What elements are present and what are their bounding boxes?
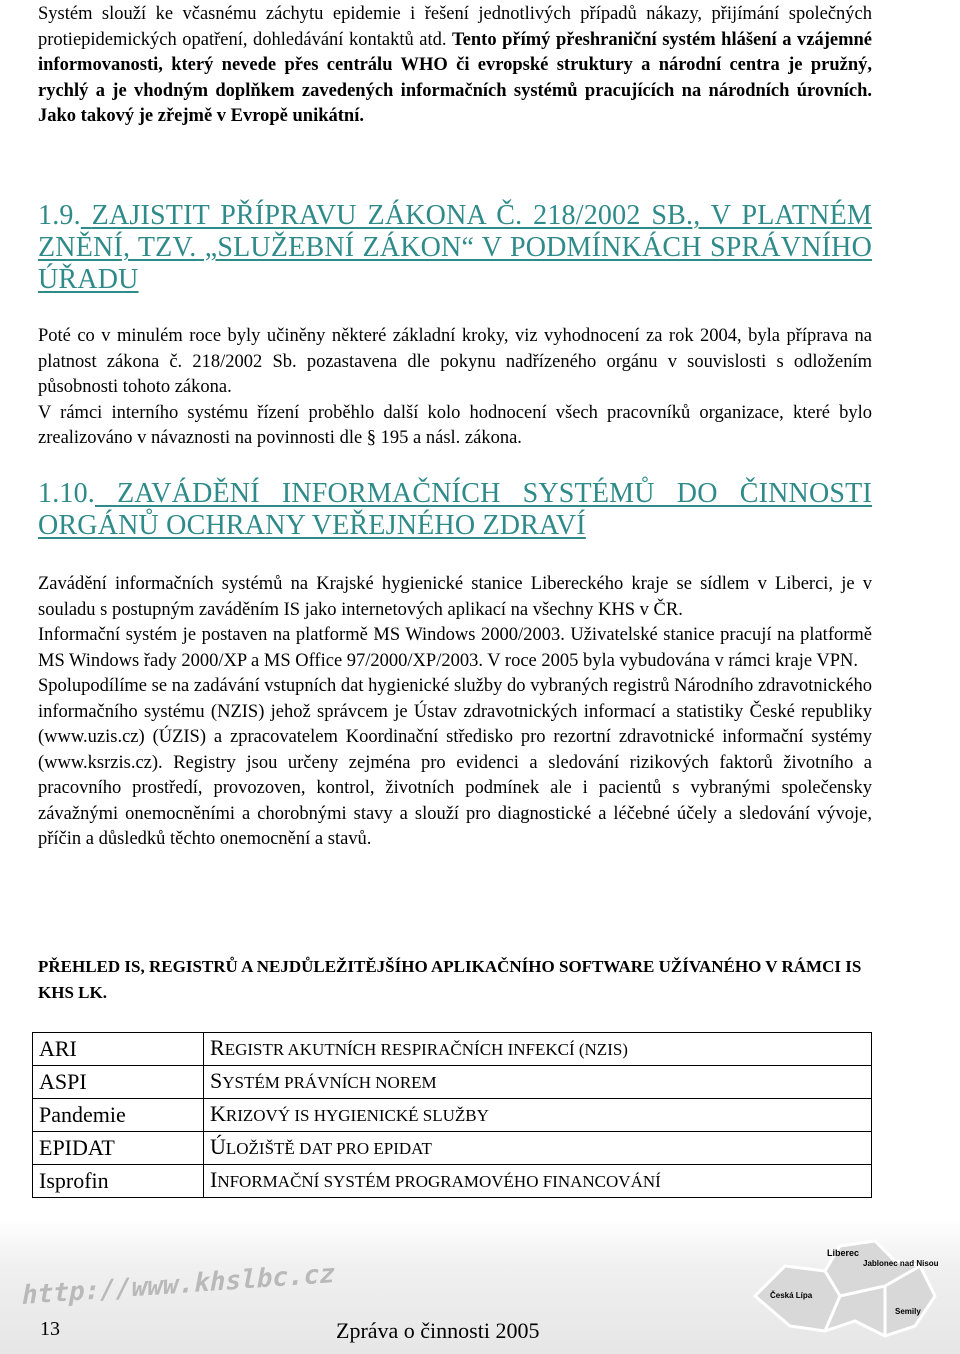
map-label-2: Česká Lípa	[770, 1291, 813, 1300]
section-1-9-paragraph-2: V rámci interního systému řízení proběhlo další kolo hodnocení všech pracovníků organizace, které bylo zrealizováno v návaznosti na povinnosti dle § 195 a násl. zákona.	[38, 402, 872, 448]
systems-table	[32, 1032, 872, 1198]
intro-lead-text: Systém slouží ke včasnému záchytu epidemie i řešení jednotlivých případů nákazy, přijímání společných protiepidemických opatření, dohledávání kontaktů atd.	[38, 4, 872, 50]
footer-url: http://www.khslbc.cz	[22, 1259, 336, 1311]
section-1-10-paragraph-1: Zavádění informačních systémů na Krajské hygienické stanice Libereckého kraje se sídlem v Liberci, je v souladu s postupným zaváděním IS jako internetových aplikací na všechny KHS v ČR.	[38, 574, 872, 620]
table-row	[33, 1066, 872, 1099]
system-name: ÚLOŽIŠTĚ DAT PRO EPIDAT	[204, 1132, 872, 1165]
table-row	[33, 1033, 872, 1066]
map-label-0: Liberec	[827, 1248, 860, 1258]
section-1-10-paragraph-2: Informační systém je postaven na platformě MS Windows 2000/2003. Uživatelské stanice pracují na platformě MS Windows řady 2000/XP a MS Office 97/2000/XP/2003. V roce 2005 byla vybudována v rámci kraje VPN.	[38, 625, 872, 671]
system-abbreviation: ARI	[33, 1033, 204, 1066]
table-row	[33, 1165, 872, 1198]
section-1-10-number: 1.10.	[38, 478, 95, 509]
map-label-1: Jablonec nad Nisou	[863, 1259, 939, 1268]
system-name: INFORMAČNÍ SYSTÉM PROGRAMOVÉHO FINANCOVÁNÍ	[204, 1165, 872, 1198]
intro-paragraph	[38, 2, 872, 130]
systems-overview-heading	[38, 954, 872, 1006]
page-number: 13	[40, 1318, 60, 1340]
system-abbreviation: Isprofin	[33, 1165, 204, 1198]
section-1-9-title: ZAJISTIT PŘÍPRAVU ZÁKONA Č. 218/2002 SB., V PLATNÉM ZNĚNÍ, TZV. „SLUŽEBNÍ ZÁKON“ V PODMÍNKÁCH SPRÁVNÍHO ÚŘADU	[38, 200, 872, 295]
section-1-9-body	[38, 324, 872, 452]
section-1-9-number: 1.9.	[38, 200, 81, 231]
section-1-10-heading	[38, 478, 872, 542]
liberec-region-map-icon	[745, 1226, 955, 1346]
system-abbreviation: EPIDAT	[33, 1132, 204, 1165]
section-1-9-heading	[38, 200, 872, 296]
system-name: KRIZOVÝ IS HYGIENICKÉ SLUŽBY	[204, 1099, 872, 1132]
system-name: REGISTR AKUTNÍCH RESPIRAČNÍCH INFEKCÍ (NZIS)	[204, 1033, 872, 1066]
section-1-10-body	[38, 572, 872, 853]
section-1-9-paragraph-1: Poté co v minulém roce byly učiněny některé základní kroky, viz vyhodnocení za rok 2004, byla příprava na platnost zákona č. 218/2002 Sb. pozastavena dle pokynu nadřízeného orgánu v souvislosti s odložením působnosti tohoto zákona.	[38, 326, 872, 397]
footer-title: Zpráva o činnosti 2005	[336, 1318, 540, 1343]
section-1-10-title: ZAVÁDĚNÍ INFORMAČNÍCH SYSTÉMŮ DO ČINNOSTI ORGÁNŮ OCHRANY VEŘEJNÉHO ZDRAVÍ	[38, 478, 872, 541]
map-label-3: Semily	[895, 1307, 921, 1316]
overview-heading-text: PŘEHLED IS, REGISTRŮ A NEJDŮLEŽITĚJŠÍHO APLIKAČNÍHO SOFTWARE UŽÍVANÉHO V RÁMCI IS KHS LK.	[38, 957, 862, 1002]
page-footer	[0, 1218, 960, 1354]
intro-bold-text: Tento přímý přeshraniční systém hlášení a vzájemné informovanosti, který nevede přes centrálu WHO či evropské struktury a národní centra je pružný, rychlý a je vhodným doplňkem zavedených informačních systémů pracujících na národních úrovních. Jako takový je zřejmě v Evropě unikátní.	[38, 29, 873, 126]
system-abbreviation: ASPI	[33, 1066, 204, 1099]
table-row	[33, 1099, 872, 1132]
table-row	[33, 1132, 872, 1165]
system-abbreviation: Pandemie	[33, 1099, 204, 1132]
system-name: SYSTÉM PRÁVNÍCH NOREM	[204, 1066, 872, 1099]
section-1-10-paragraph-3: Spolupodílíme se na zadávání vstupních dat hygienické služby do vybraných registrů Národního zdravotnického informačního systému (NZIS) jehož správcem je Ústav zdravotnických informací a statistiky České republiky (www.uzis.cz) (ÚZIS) a zpracovatelem Koordinační středisko pro rezortní zdravotnické informační systémy (www.ksrzis.cz). Registry jsou určeny zejména pro evidenci a sledování rizikových faktorů životního a pracovního prostředí, provozoven, kontrol, životních podmínek ale i pacientů s vybranými společensky závažnými onemocněními a chorobnými stavy a slouží pro diagnostické a léčebné účely a sledování vývoje, příčin a důsledků těchto onemocnění a stavů.	[38, 676, 872, 849]
